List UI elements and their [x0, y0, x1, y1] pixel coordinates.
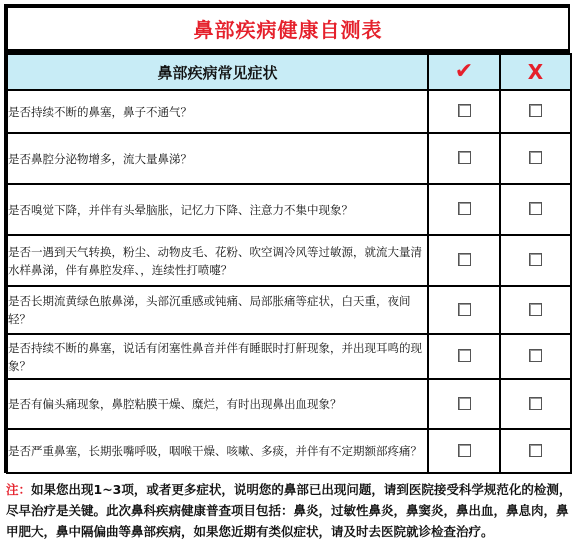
yes-checkbox[interactable] — [458, 151, 471, 164]
check-mark-icon: ✔ — [454, 59, 474, 84]
note-text: 如果您出现1~3项，或者更多症状，说明您的鼻部已出现问题，请到医院接受科学规范化的检测，尽早治疗是关键。此次鼻科疾病健康普查项目包括：鼻炎，过敏性鼻炎，鼻窦炎，鼻出血，鼻息肉，鼻甲肥大，鼻中隔偏曲等鼻部疾病，如果您近期有类似症状，请及时去医院就诊检查治疗。 — [6, 482, 572, 539]
no-cell — [500, 379, 571, 429]
no-cell — [500, 235, 571, 286]
question-text: 是否有偏头痛现象，鼻腔粘膜干燥、糜烂，有时出现鼻出血现象？ — [7, 379, 428, 429]
yes-checkbox[interactable] — [458, 397, 471, 410]
note-label: 注： — [6, 482, 32, 497]
x-mark-icon: X — [527, 59, 544, 84]
question-text: 是否嗅觉下降，并伴有头晕脑胀，记忆力下降、注意力不集中现象？ — [7, 184, 428, 235]
yes-column-header — [428, 54, 500, 90]
yes-cell — [428, 286, 500, 334]
yes-checkbox[interactable] — [458, 303, 471, 316]
no-column-header — [500, 54, 571, 90]
table-row — [7, 90, 571, 133]
question-text: 是否持续不断的鼻塞，说话有闭塞性鼻音并伴有睡眠时打鼾现象，并出现耳鸣的现象？ — [7, 334, 428, 379]
yes-cell — [428, 133, 500, 184]
yes-checkbox[interactable] — [458, 349, 471, 362]
yes-checkbox[interactable] — [458, 202, 471, 215]
table-row — [7, 133, 571, 184]
table-row — [7, 286, 571, 334]
yes-checkbox[interactable] — [458, 444, 471, 457]
no-checkbox[interactable] — [529, 303, 542, 316]
table-row — [7, 379, 571, 429]
no-checkbox[interactable] — [529, 349, 542, 362]
yes-cell — [428, 379, 500, 429]
page-title: 鼻部疾病健康自测表 — [6, 6, 570, 51]
question-text: 是否持续不断的鼻塞，鼻子不通气？ — [7, 90, 428, 133]
no-cell — [500, 429, 571, 473]
symptom-table — [6, 53, 572, 474]
yes-cell — [428, 235, 500, 286]
no-cell — [500, 286, 571, 334]
no-cell — [500, 133, 571, 184]
yes-cell — [428, 429, 500, 473]
no-checkbox[interactable] — [529, 202, 542, 215]
question-text: 是否一遇到天气转换，粉尘、动物皮毛、花粉、吹空调冷风等过敏源，就流大量清水样鼻涕，伴有鼻腔发痒、，连续性打喷嚏？ — [7, 235, 428, 286]
yes-checkbox[interactable] — [458, 104, 471, 117]
no-checkbox[interactable] — [529, 104, 542, 117]
question-text: 是否严重鼻塞，长期张嘴呼吸，咽喉干燥、咳嗽、多痰，并伴有不定期额部疼痛？ — [7, 429, 428, 473]
yes-cell — [428, 90, 500, 133]
yes-checkbox[interactable] — [458, 253, 471, 266]
no-cell — [500, 90, 571, 133]
table-row — [7, 235, 571, 286]
table-row — [7, 184, 571, 235]
no-cell — [500, 184, 571, 235]
table-row — [7, 429, 571, 473]
no-checkbox[interactable] — [529, 253, 542, 266]
question-text: 是否鼻腔分泌物增多，流大量鼻涕？ — [7, 133, 428, 184]
footnote — [6, 479, 576, 542]
no-checkbox[interactable] — [529, 444, 542, 457]
no-checkbox[interactable] — [529, 151, 542, 164]
symptoms-column-header: 鼻部疾病常见症状 — [7, 54, 428, 90]
table-header-row — [7, 54, 571, 90]
yes-cell — [428, 184, 500, 235]
no-cell — [500, 334, 571, 379]
table-row — [7, 334, 571, 379]
yes-cell — [428, 334, 500, 379]
question-text: 是否长期流黄绿色脓鼻涕，头部沉重感或钝痛、局部胀痛等症状，白天重，夜间轻？ — [7, 286, 428, 334]
no-checkbox[interactable] — [529, 397, 542, 410]
